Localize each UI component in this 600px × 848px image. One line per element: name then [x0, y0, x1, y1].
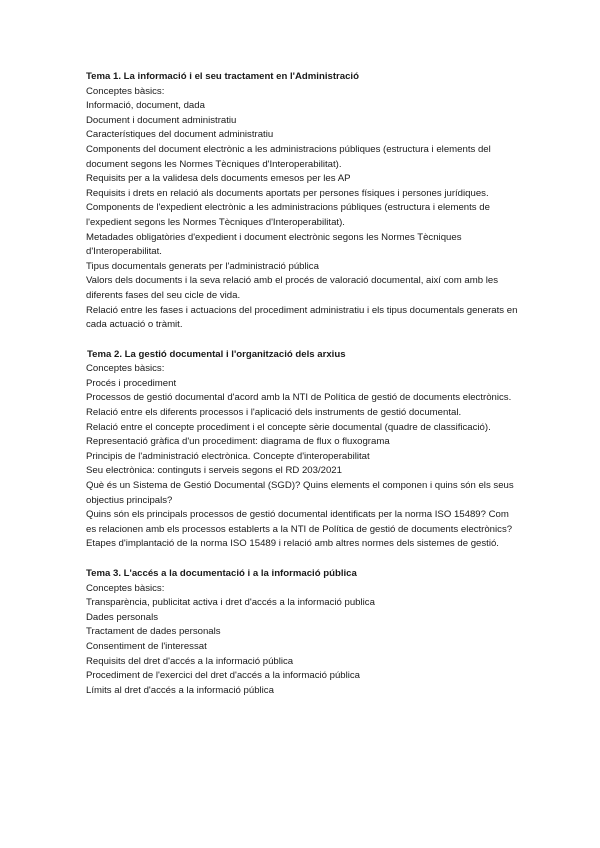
list-item: Components del document electrònic a les administracions públiques (estructura i elements del document segons les Normes Tècniques d'Interoperabilitat). [86, 143, 491, 170]
document-page [86, 70, 518, 698]
list-item: Valors dels documents i la seva relació amb el procés de valoració documental, així com amb les diferents fases del seu cicle de vida. [86, 275, 499, 301]
list-item: Quins són els principals processos de gestió documental identificats per la norma ISO 15489? Com es relacionen amb els processos establerts a la NTI de Política de gestió de documents electrònics? Etapes d'implantació de la norma ISO 15489 i relació amb altres normes dels sistemes de gestió. [86, 509, 513, 550]
section-tema-2 [86, 348, 518, 552]
list-item: Conceptes bàsics: [86, 363, 165, 375]
list-item: Consentiment de l'interessat [86, 640, 207, 652]
section-tema-3 [86, 567, 518, 698]
list-item: Dades personals [86, 611, 158, 623]
list-item: Requisits del dret d'accés a la informació pública [86, 655, 294, 667]
section-heading: Tema 1. La informació i el seu tractament en l'Administració [86, 71, 359, 82]
list-item: Procediment de l'exercici del dret d'accés a la informació pública [86, 670, 361, 682]
list-item: Conceptes bàsics: [86, 85, 165, 97]
list-item: Tractament de dades personals [86, 626, 221, 638]
list-item: Components de l'expedient electrònic a les administracions públiques (estructura i elements de l'expedient segons les Normes Tècniques d'Interoperabilitat). [86, 202, 490, 228]
list-item: Què és un Sistema de Gestió Documental (SGD)? Quins elements el componen i quins són els seus objectius principals? [86, 480, 514, 506]
list-item: Requisits i drets en relació als documents aportats per persones físiques i persones jurídiques. [86, 187, 489, 199]
section-heading: Tema 3. L'accés a la documentació i a la informació pública [86, 568, 357, 579]
list-item: Seu electrònica: continguts i serveis segons el RD 203/2021 [86, 465, 342, 477]
list-item: Transparència, publicitat activa i dret d'accés a la informació publica [86, 597, 375, 609]
list-item: Principis de l'administració electrònica. Concepte d'interoperabilitat [86, 450, 370, 462]
list-item: Relació entre el concepte procediment i el concepte sèrie documental (quadre de classificació). [86, 421, 491, 433]
list-item: Requisits per a la validesa dels documents emesos per les AP [86, 173, 351, 185]
section-tema-1 [86, 70, 518, 333]
list-item: Característiques del document administratiu [86, 129, 274, 141]
section-heading: Tema 2. La gestió documental i l'organització dels arxius [87, 348, 346, 360]
list-item: Relació entre les fases i actuacions del procediment administratiu i els tipus documentals generats en cada actuació o tràmit. [86, 304, 518, 331]
list-item: Límits al dret d'accés a la informació pública [86, 684, 274, 696]
list-item: Document i document administratiu [86, 114, 237, 126]
list-item: Representació gràfica d'un procediment: diagrama de flux o fluxograma [86, 436, 390, 448]
list-item: Processos de gestió documental d'acord amb la NTI de Política de gestió de documents electrònics. Relació entre els diferents processos i l'aplicació dels instruments de gestió documental. [86, 392, 512, 419]
list-item: Conceptes bàsics: [86, 582, 165, 594]
list-item: Informació, document, dada [86, 100, 205, 112]
list-item: Procés i procediment [86, 377, 177, 389]
list-item: Tipus documentals generats per l'administració pública [86, 260, 319, 272]
list-item: Metadades obligatòries d'expedient i document electrònic segons les Normes Tècniques d'Interoperabilitat. [86, 231, 462, 258]
